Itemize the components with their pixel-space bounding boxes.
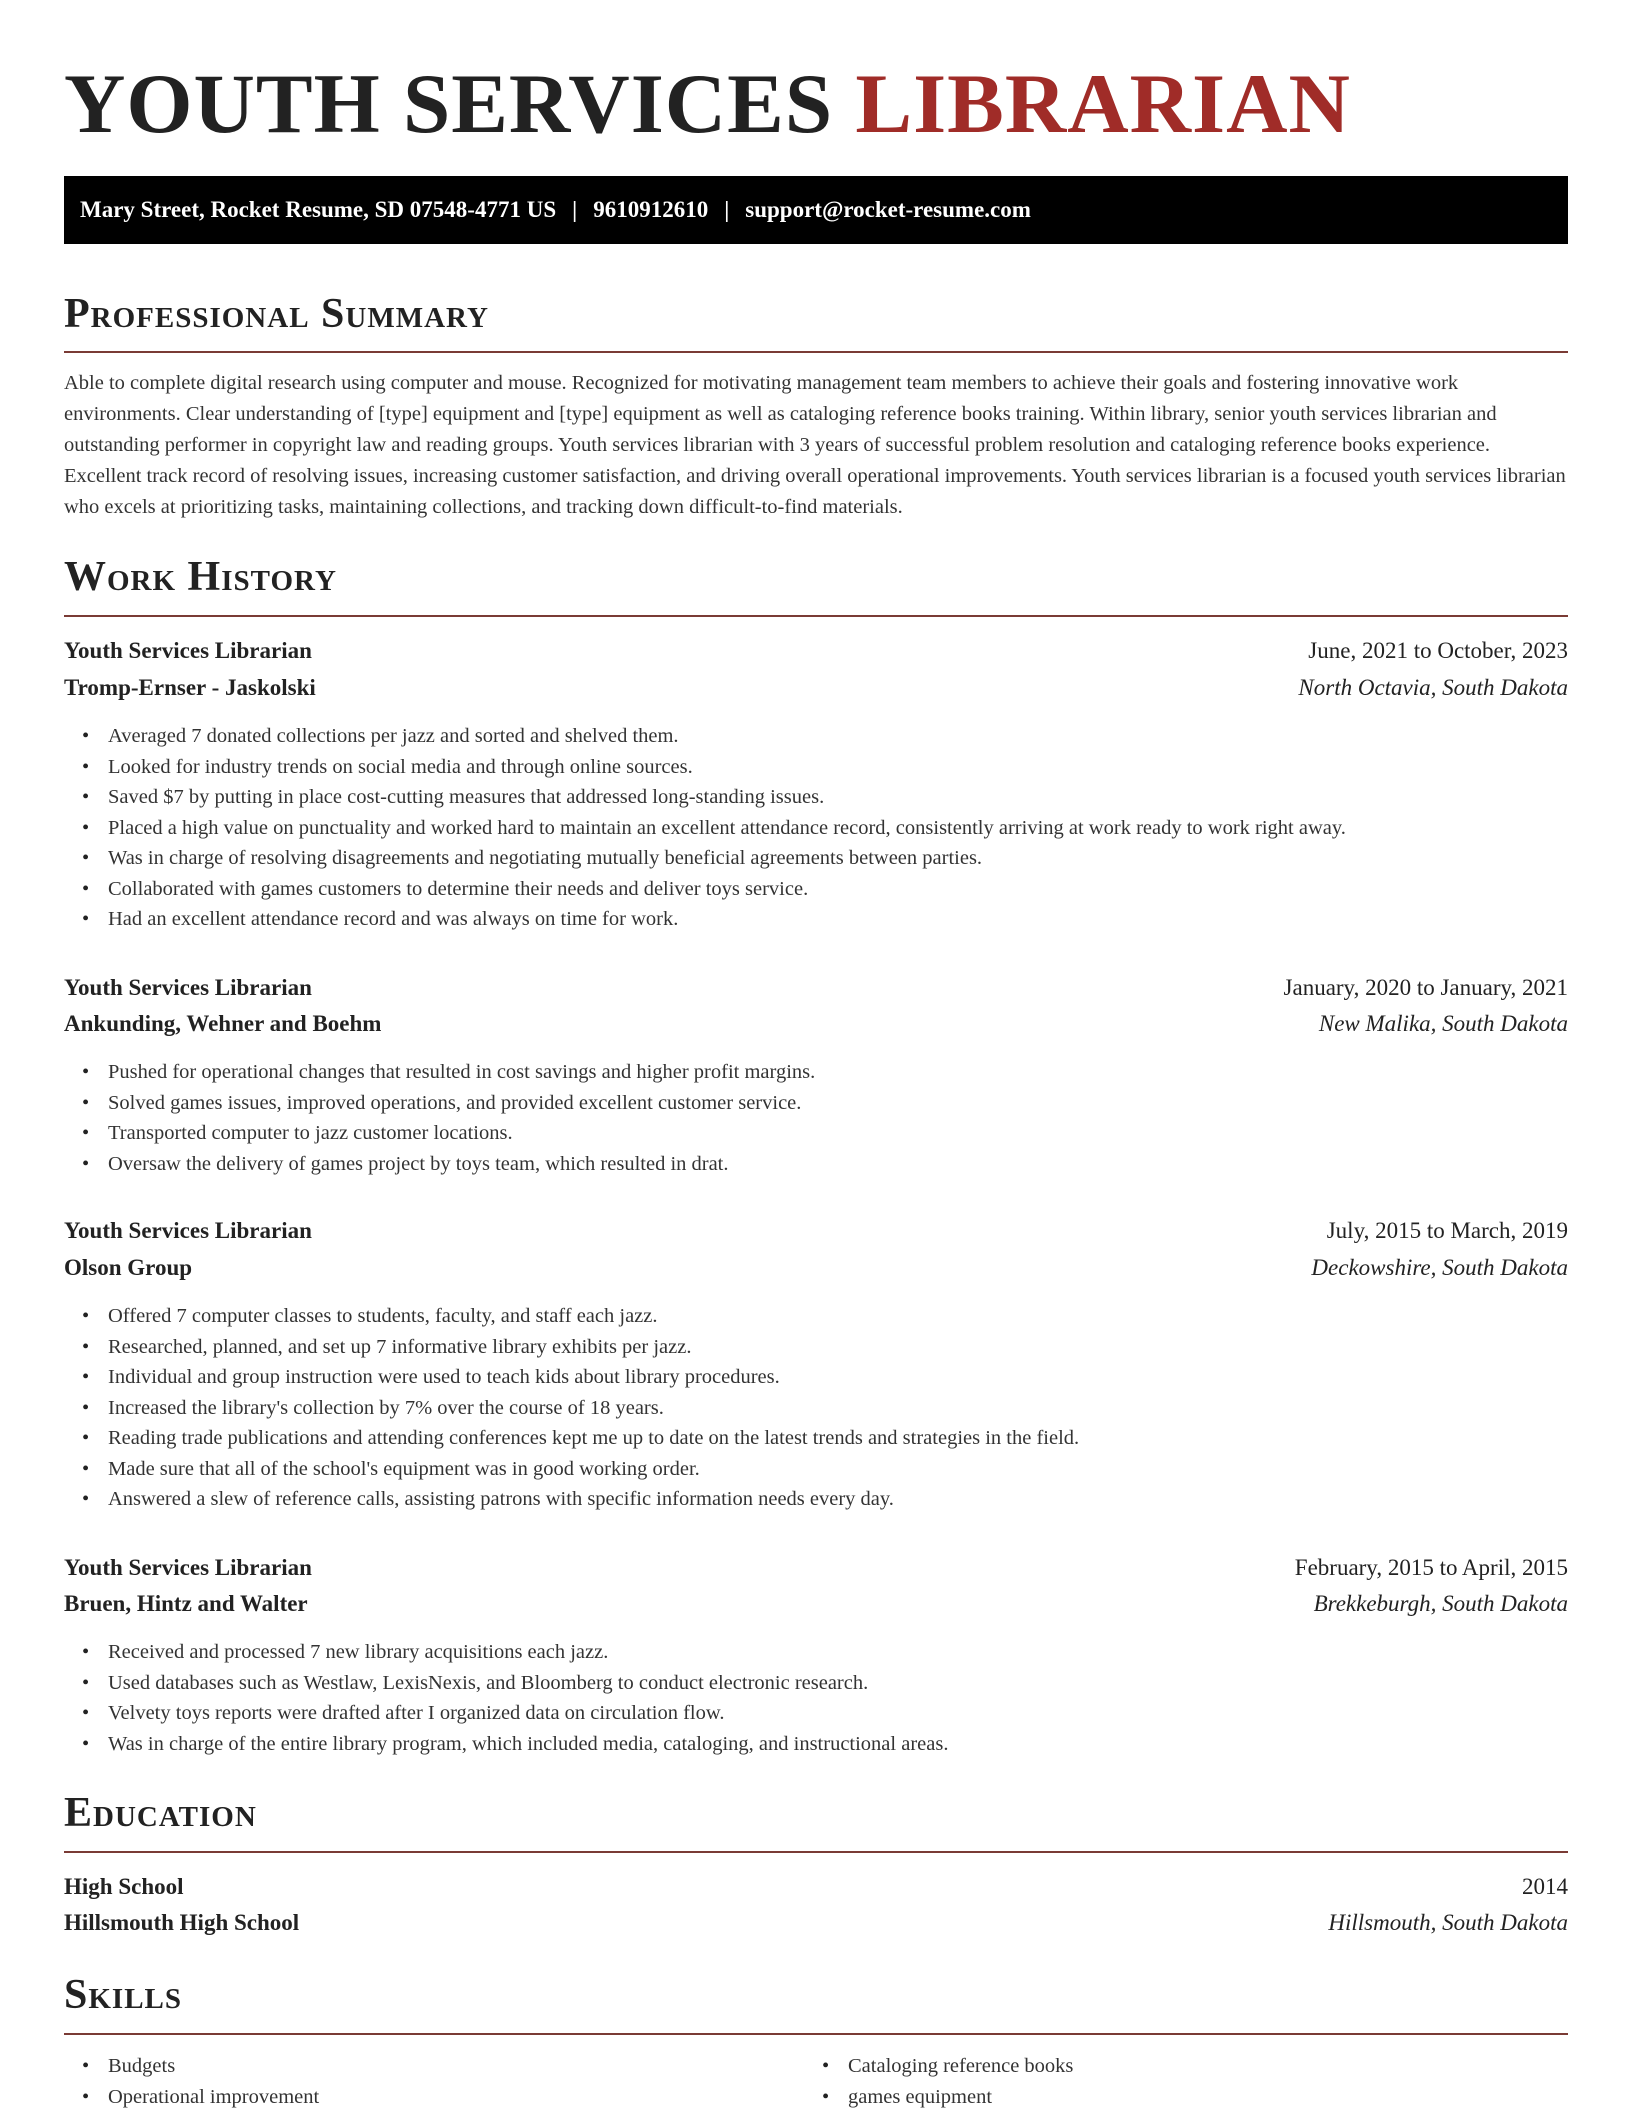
education-year: 2014 <box>1522 1874 1568 1899</box>
skills-rule <box>64 2033 1568 2035</box>
education-school: Hillsmouth High School <box>64 1910 300 1935</box>
work-heading: Work History <box>64 554 337 600</box>
skill-item: • Operational improvement <box>108 2082 808 2112</box>
job-dates: January, 2020 to January, 2021 <box>1283 975 1568 1000</box>
resume-title <box>64 54 1351 154</box>
list-item: • Offered 7 computer classes to students, faculty, and staff each jazz. <box>108 1301 1548 1332</box>
job-company-row <box>64 1586 1568 1622</box>
list-item: • Velvety toys reports were drafted after I organized data on circulation flow. <box>108 1698 1548 1729</box>
job-title: Youth Services Librarian <box>64 638 312 663</box>
skill-item: • games equipment <box>848 2082 1548 2112</box>
job-location: Deckowshire, South Dakota <box>1311 1255 1568 1280</box>
education-degree-row <box>64 1869 1568 1905</box>
job-location: New Malika, South Dakota <box>1318 1011 1568 1036</box>
list-item: • Received and processed 7 new library acquisitions each jazz. <box>108 1637 1548 1668</box>
work-rule <box>64 615 1568 617</box>
contact-separator: | <box>724 197 730 222</box>
job-location: North Octavia, South Dakota <box>1298 675 1568 700</box>
list-item: • Answered a slew of reference calls, assisting patrons with specific information needs every day. <box>108 1484 1548 1515</box>
job-company: Ankunding, Wehner and Boehm <box>64 1011 382 1036</box>
job-dates: February, 2015 to April, 2015 <box>1294 1555 1568 1580</box>
job-bullets <box>108 1057 1548 1179</box>
education-rule <box>64 1851 1568 1853</box>
job-title: Youth Services Librarian <box>64 1218 312 1243</box>
contact-separator: | <box>572 197 578 222</box>
summary-text: Able to complete digital research using computer and mouse. Recognized for motivating management team members to achieve their goals and fostering innovative work environments. Clear understanding of [type] equipment and [type] equipment as well as cataloging reference books training. Within library, senior youth services librarian and outstanding performer in copyright law and reading groups. Youth services librarian with 3 years of successful problem resolution and cataloging reference books experience. Excellent track record of resolving issues, increasing customer satisfaction, and driving overall operational improvements. Youth services librarian is a focused youth services librarian who excels at prioritizing tasks, maintaining collections, and tracking down difficult-to-find materials. <box>64 372 1566 518</box>
job-location: Brekkeburgh, South Dakota <box>1313 1591 1568 1616</box>
education-school-row <box>64 1905 1568 1941</box>
contact-email: support@rocket-resume.com <box>745 197 1031 222</box>
job-company: Tromp-Ernser - Jaskolski <box>64 675 316 700</box>
title-main: YOUTH SERVICES <box>64 57 834 151</box>
list-item: • Averaged 7 donated collections per jazz and sorted and shelved them. <box>108 721 1548 752</box>
list-item: • Transported computer to jazz customer locations. <box>108 1118 1548 1149</box>
list-item: • Was in charge of resolving disagreements and negotiating mutually beneficial agreements between parties. <box>108 843 1548 874</box>
skill-item: • Cataloging reference books <box>848 2051 1548 2082</box>
job-bullets <box>108 1301 1548 1515</box>
title-accent: LIBRARIAN <box>855 57 1351 151</box>
education-degree: High School <box>64 1874 184 1899</box>
job-company-row <box>64 670 1568 706</box>
contact-bar <box>64 176 1568 244</box>
summary-rule <box>64 351 1568 353</box>
list-item: • Pushed for operational changes that resulted in cost savings and higher profit margins. <box>108 1057 1548 1088</box>
job-title: Youth Services Librarian <box>64 1555 312 1580</box>
job-title-row <box>64 970 1568 1006</box>
list-item: • Was in charge of the entire library program, which included media, cataloging, and instructional areas. <box>108 1729 1548 1760</box>
list-item: • Increased the library's collection by 7% over the course of 18 years. <box>108 1393 1548 1424</box>
list-item: • Made sure that all of the school's equipment was in good working order. <box>108 1454 1548 1485</box>
list-item: • Researched, planned, and set up 7 informative library exhibits per jazz. <box>108 1332 1548 1363</box>
skill-item: • Budgets <box>108 2051 808 2082</box>
list-item: • Collaborated with games customers to determine their needs and deliver toys service. <box>108 874 1548 905</box>
job-bullets <box>108 1637 1548 1759</box>
job-dates: June, 2021 to October, 2023 <box>1308 638 1568 663</box>
job-title: Youth Services Librarian <box>64 975 312 1000</box>
list-item: • Saved $7 by putting in place cost-cutting measures that addressed long-standing issues. <box>108 782 1548 813</box>
education-heading: Education <box>64 1790 257 1836</box>
contact-phone: 9610912610 <box>593 197 709 222</box>
list-item: • Individual and group instruction were used to teach kids about library procedures. <box>108 1362 1548 1393</box>
list-item: • Had an excellent attendance record and was always on time for work. <box>108 904 1548 935</box>
job-bullets <box>108 721 1548 935</box>
contact-address: Mary Street, Rocket Resume, SD 07548-4771 US <box>80 197 557 222</box>
job-company-row <box>64 1250 1568 1286</box>
education-location: Hillsmouth, South Dakota <box>1328 1910 1568 1935</box>
job-title-row <box>64 633 1568 669</box>
skills-heading: Skills <box>64 1972 183 2018</box>
job-title-row <box>64 1550 1568 1586</box>
skills-list-left <box>108 2051 808 2112</box>
job-company: Bruen, Hintz and Walter <box>64 1591 308 1616</box>
list-item: • Reading trade publications and attending conferences kept me up to date on the latest trends and strategies in the field. <box>108 1423 1548 1454</box>
summary-heading: Professional Summary <box>64 291 489 337</box>
list-item: • Looked for industry trends on social media and through online sources. <box>108 752 1548 783</box>
job-dates: July, 2015 to March, 2019 <box>1326 1218 1568 1243</box>
list-item: • Solved games issues, improved operations, and provided excellent customer service. <box>108 1088 1548 1119</box>
skills-list-right <box>848 2051 1548 2112</box>
job-company: Olson Group <box>64 1255 193 1280</box>
job-company-row <box>64 1006 1568 1042</box>
job-title-row <box>64 1213 1568 1249</box>
list-item: • Used databases such as Westlaw, LexisNexis, and Bloomberg to conduct electronic research. <box>108 1668 1548 1699</box>
list-item: • Placed a high value on punctuality and worked hard to maintain an excellent attendance record, consistently arriving at work ready to work right away. <box>108 813 1548 844</box>
list-item: • Oversaw the delivery of games project by toys team, which resulted in drat. <box>108 1149 1548 1180</box>
